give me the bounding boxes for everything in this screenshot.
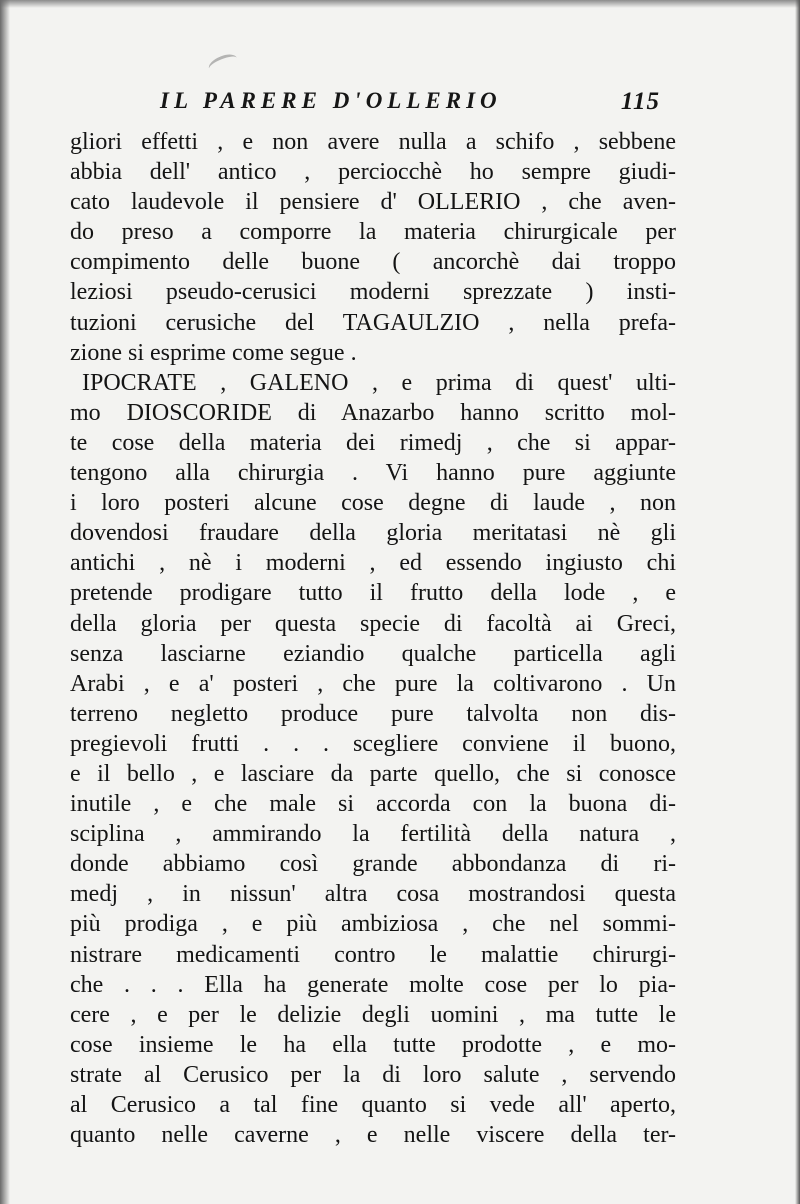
ink-smudge: [206, 51, 239, 76]
text-line: cato laudevole il pensiere d' OLLERIO , che aven-: [70, 189, 676, 216]
running-head: [160, 88, 660, 124]
text-line: al Cerusico a tal fine quanto si vede all' aperto,: [70, 1092, 676, 1118]
text-line: quanto nelle caverne , e nelle viscere della ter-: [70, 1122, 676, 1149]
text-line: zione si esprime come segue .: [70, 339, 357, 366]
text-line: antichi , nè i moderni , ed essendo ingiusto chi: [70, 550, 676, 577]
body-text: [70, 127, 676, 1150]
text-line: sciplina , ammirando la fertilità della natura ,: [70, 821, 676, 848]
text-line: gliori effetti , e non avere nulla a schifo , sebbene: [70, 129, 676, 155]
text-line: medj , in nissun' altra cosa mostrandosi questa: [70, 881, 676, 908]
scan-edge-right: [795, 0, 800, 1204]
text-line: donde abbiamo così grande abbondanza di ri-: [70, 851, 676, 878]
text-line: i loro posteri alcune cose degne di laude , non: [70, 490, 676, 517]
text-line: compimento delle buone ( ancorchè dai troppo: [70, 249, 676, 276]
text-line: più prodiga , e più ambiziosa , che nel sommi-: [70, 911, 676, 938]
text-line: abbia dell' antico , perciocchè ho sempre giudi-: [70, 159, 676, 186]
scan-edge-top: [0, 0, 800, 8]
text-line: terreno negletto produce pure talvolta non dis-: [70, 700, 676, 727]
text-line: do preso a comporre la materia chirurgicale per: [70, 219, 676, 246]
text-line: inutile , e che male si accorda con la buona di-: [70, 791, 676, 818]
text-line: tuzioni cerusiche del TAGAULZIO , nella prefa-: [70, 309, 676, 336]
text-line: e il bello , e lasciare da parte quello, che si conosce: [70, 760, 676, 787]
text-line: pretende prodigare tutto il frutto della lode , e: [70, 580, 676, 607]
text-line: senza lasciarne eziandio qualche particella agli: [70, 640, 676, 667]
page-number: 115: [620, 88, 660, 115]
text-line: pregievoli frutti . . . scegliere conviene il buono,: [70, 730, 676, 757]
text-line: Arabi , e a' posteri , che pure la coltivarono . Un: [70, 670, 676, 697]
scan-edge-left: [0, 0, 10, 1204]
text-line: te cose della materia dei rimedj , che si appar-: [70, 429, 676, 456]
text-line: che . . . Ella ha generate molte cose per lo pia-: [70, 971, 676, 998]
text-line: tengono alla chirurgia . Vi hanno pure aggiunte: [70, 460, 676, 487]
running-head-title: IL PARERE D'OLLERIO: [160, 88, 502, 113]
text-line: cere , e per le delizie degli uomini , ma tutte le: [70, 1001, 676, 1028]
text-line: nistrare medicamenti contro le malattie chirurgi-: [70, 941, 676, 968]
text-line: dovendosi fraudare della gloria meritatasi nè gli: [70, 520, 676, 547]
text-line: mo DIOSCORIDE di Anazarbo hanno scritto mol-: [70, 399, 676, 426]
text-line: IPOCRATE , GALENO , e prima di quest' ulti-: [82, 369, 676, 396]
text-line: leziosi pseudo-cerusici moderni sprezzate ) insti-: [70, 279, 676, 306]
text-line: cose insieme le ha ella tutte prodotte , e mo-: [70, 1031, 676, 1058]
text-line: strate al Cerusico per la di loro salute , servendo: [70, 1061, 676, 1088]
text-line: della gloria per questa specie di facoltà ai Greci,: [70, 610, 676, 637]
